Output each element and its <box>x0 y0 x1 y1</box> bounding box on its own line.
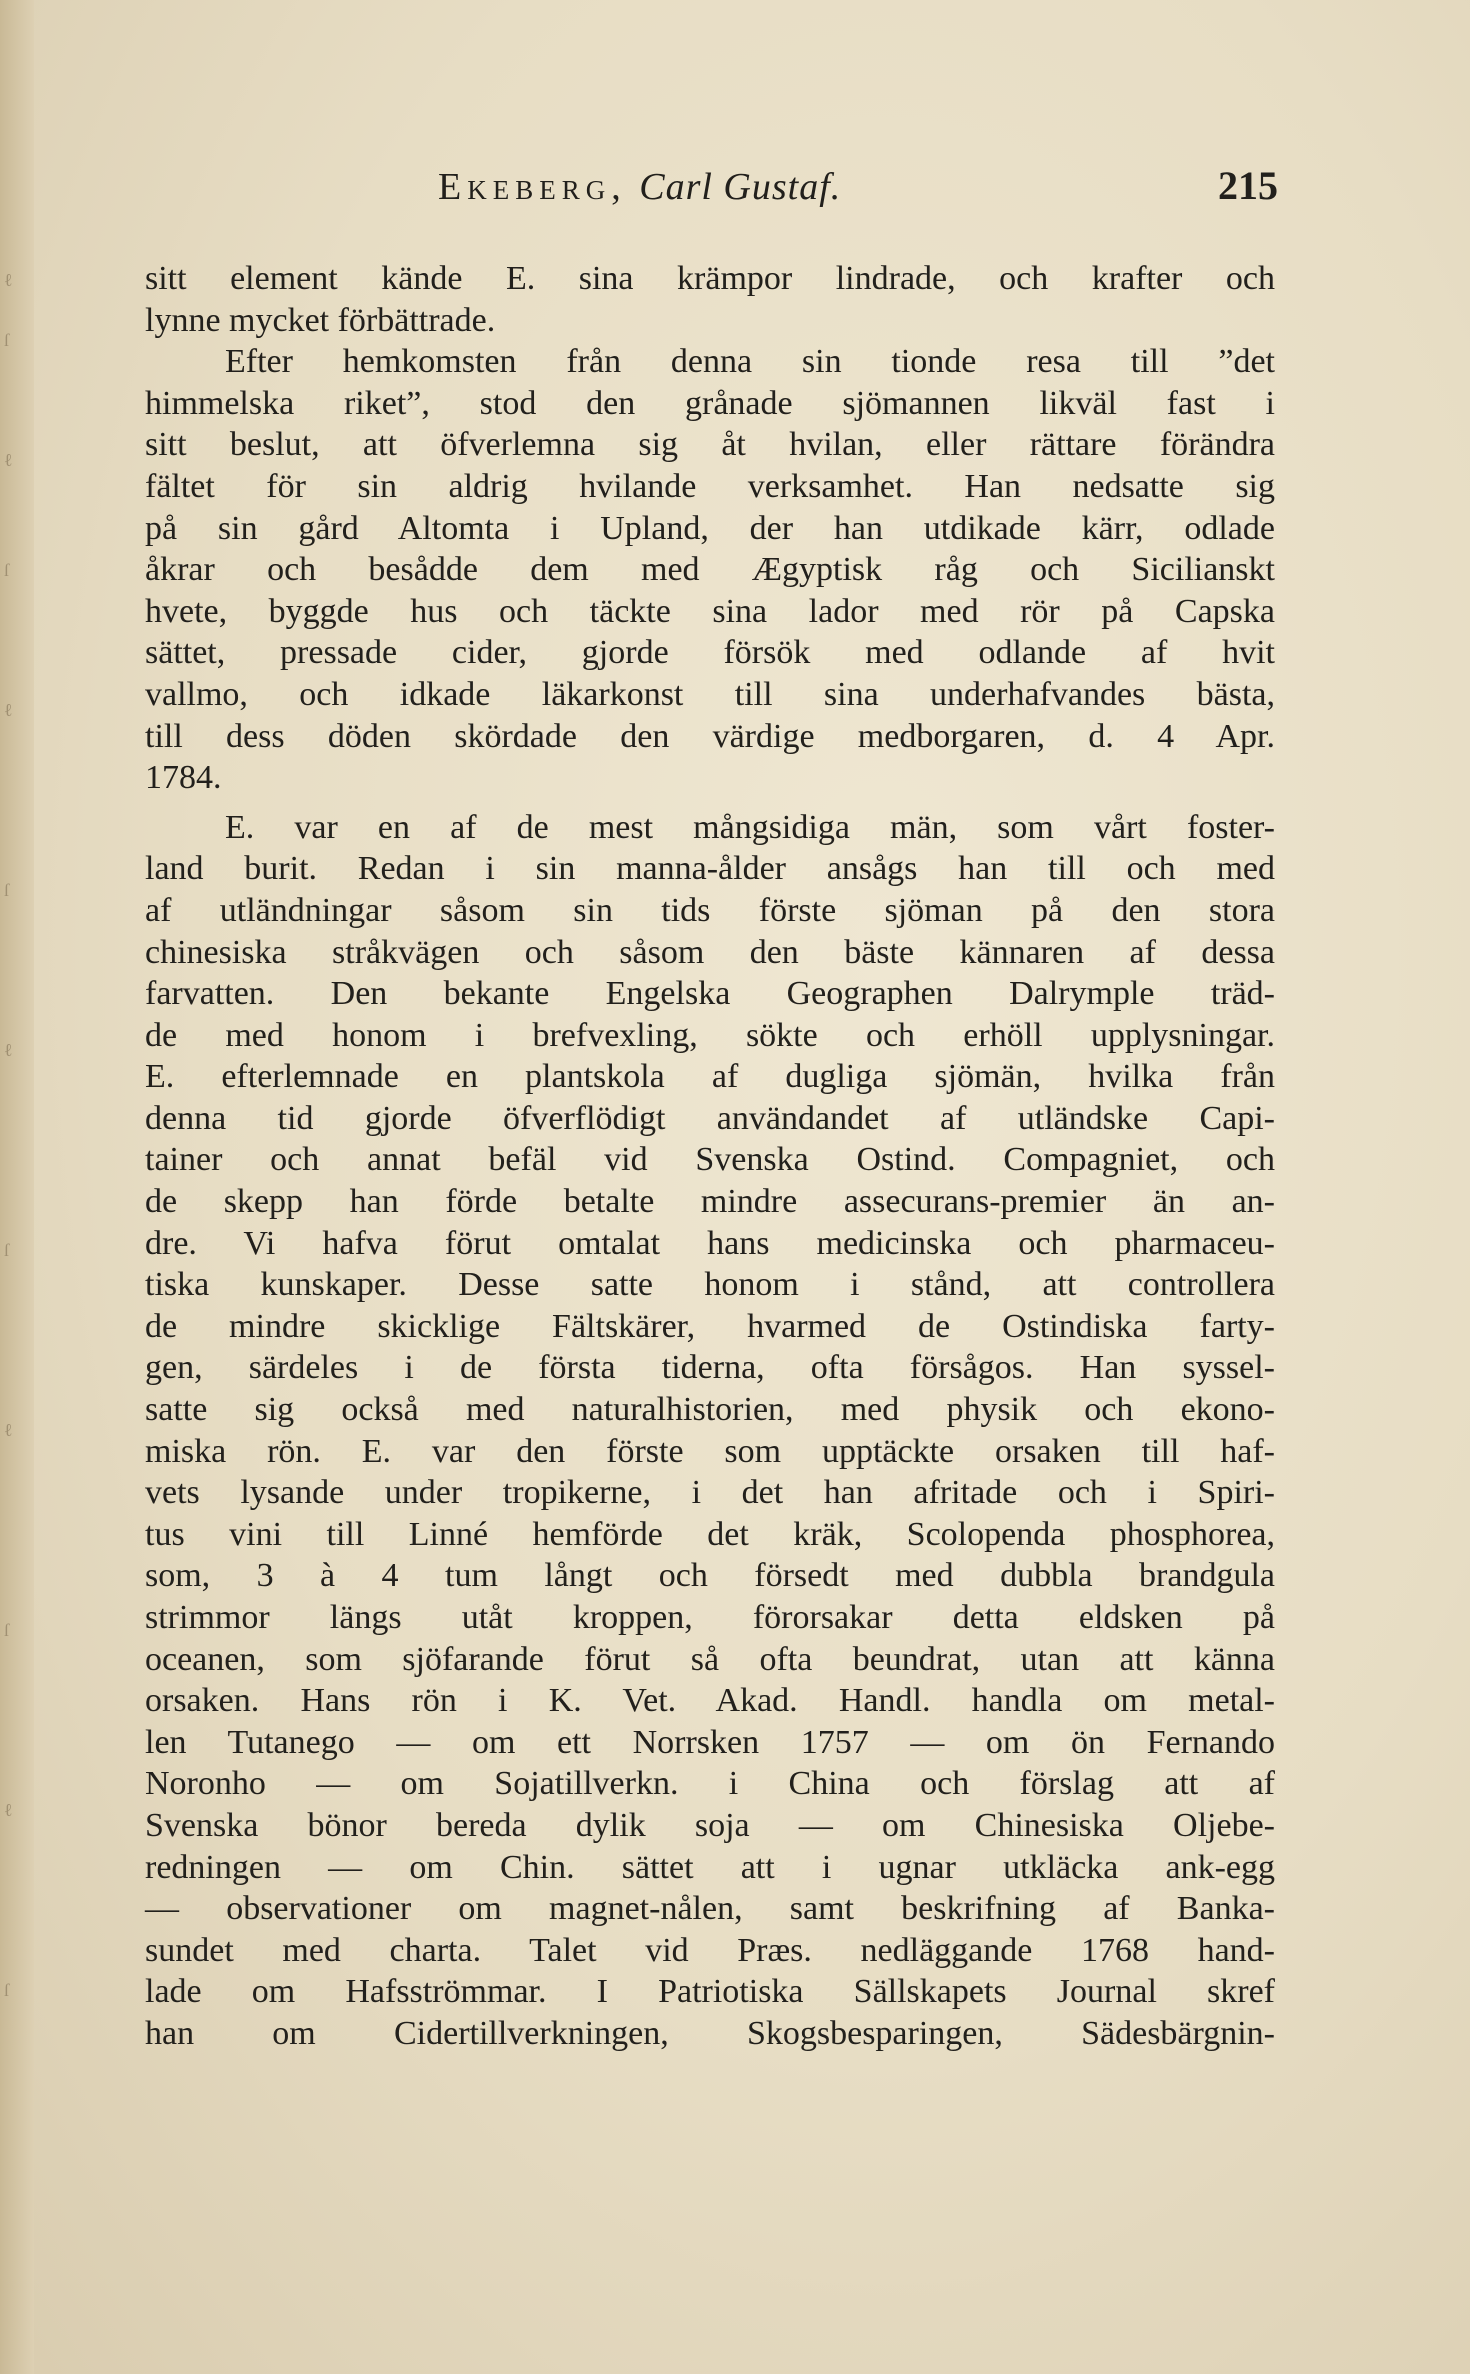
text-line: farvatten. Den bekante Engelska Geographen Dalrymple träd- <box>145 975 1275 1013</box>
text-line: redningen — om Chin. sättet att i ugnar utkläcka ank-egg <box>145 1848 1275 1886</box>
running-head-surname: Ekeberg, <box>438 166 627 208</box>
text-line: dre. Vi hafva förut omtalat hans medicinska och pharmaceu- <box>145 1224 1275 1262</box>
text-line: han om Cidertillverkningen, Skogsbesparingen, Sädesbärgnin- <box>145 2014 1275 2052</box>
text-line: oceanen, som sjöfarande förut så ofta beundrat, utan att känna <box>145 1640 1275 1678</box>
bleed-through-mark: ſ <box>4 880 10 900</box>
text-line: land burit. Redan i sin manna-ålder ansågs han till och med <box>145 850 1275 888</box>
text-line: tainer och annat befäl vid Svenska Ostind. Compagniet, och <box>145 1141 1275 1179</box>
text-line: 1784. <box>145 759 222 797</box>
text-line: tus vini till Linné hemförde det kräk, Scolopenda phosphorea, <box>145 1515 1275 1553</box>
text-line: på sin gård Altomta i Upland, der han utdikade kärr, odlade <box>145 509 1275 547</box>
text-line: lade om Hafsströmmar. I Patriotiska Sällskapets Journal skref <box>145 1973 1275 2011</box>
bleed-through-mark: ℓ <box>4 700 13 720</box>
text-line: E. efterlemnade en plantskola af dugliga sjömän, hvilka från <box>145 1058 1275 1096</box>
text-line: vallmo, och idkade läkarkonst till sina underhafvandes bästa, <box>145 675 1275 713</box>
text-line: de med honom i brefvexling, sökte och erhöll upplysningar. <box>145 1016 1275 1054</box>
text-line: de skepp han förde betalte mindre assecurans-premier än an- <box>145 1183 1275 1221</box>
bleed-through-mark: ſ <box>4 1980 10 2000</box>
bleed-through-mark: ℓ <box>4 1420 13 1440</box>
bleed-through-mark: ſ <box>4 330 10 350</box>
text-line: Noronho — om Sojatillverkn. i China och förslag att af <box>145 1765 1275 1803</box>
text-line: hvete, byggde hus och täckte sina lador med rör på Capska <box>145 592 1275 630</box>
text-line: sättet, pressade cider, gjorde försök med odlande af hvit <box>145 634 1275 672</box>
page-header <box>438 162 1278 222</box>
bleed-through-mark: ℓ <box>4 270 13 290</box>
bleed-through-mark: ſ <box>4 1240 10 1260</box>
bleed-through-mark: ℓ <box>4 1040 13 1060</box>
text-line: strimmor längs utåt kroppen, förorsakar detta eldsken på <box>145 1599 1275 1636</box>
text-line: sundet med charta. Talet vid Præs. nedläggande 1768 hand- <box>145 1931 1275 1969</box>
page-number: 215 <box>1218 163 1278 208</box>
body-text <box>145 258 1275 2055</box>
text-line: orsaken. Hans rön i K. Vet. Akad. Handl. handla om metal- <box>145 1682 1275 1720</box>
text-line: chinesiska stråkvägen och såsom den bäste kännaren af dessa <box>145 933 1275 971</box>
text-line: miska rön. E. var den förste som upptäckte orsaken till haf- <box>145 1432 1275 1470</box>
text-line: åkrar och besådde dem med Ægyptisk råg och Sicilianskt <box>145 551 1275 589</box>
text-line: len Tutanego — om ett Norrsken 1757 — om ön Fernando <box>145 1723 1275 1761</box>
text-line: fältet för sin aldrig hvilande verksamhet. Han nedsatte sig <box>145 467 1275 505</box>
text-line: de mindre skicklige Fältskärer, hvarmed de Ostindiska farty- <box>145 1307 1275 1345</box>
text-line: — observationer om magnet-nålen, samt beskrifning af Banka- <box>145 1890 1275 1928</box>
text-line: till dess döden skördade den värdige medborgaren, d. 4 Apr. <box>145 717 1275 755</box>
bleed-through-mark: ſ <box>4 560 10 580</box>
text-line: gen, särdeles i de första tiderna, ofta försågos. Han syssel- <box>145 1349 1275 1387</box>
text-line: tiska kunskaper. Desse satte honom i stånd, att controllera <box>145 1266 1275 1304</box>
running-head-given-names: Carl Gustaf. <box>639 166 842 208</box>
text-line: af utländningar såsom sin tids förste sjöman på den stora <box>145 891 1275 929</box>
bleed-through-mark: ℓ <box>4 450 13 470</box>
text-line: sitt element kände E. sina krämpor lindrade, och krafter och <box>145 260 1275 297</box>
text-line: som, 3 à 4 tum långt och försedt med dubbla brandgula <box>145 1557 1275 1595</box>
paragraph-first-line: E. var en af de mest mångsidiga män, som vårt foster- <box>225 808 1275 846</box>
binding-edge <box>0 0 34 2374</box>
running-head <box>438 165 841 209</box>
text-line: vets lysande under tropikerne, i det han afritade och i Spiri- <box>145 1474 1275 1512</box>
text-line: sitt beslut, att öfverlemna sig åt hvilan, eller rättare förändra <box>145 426 1275 464</box>
paragraph-first-line: Efter hemkomsten från denna sin tionde resa till ”det <box>225 343 1275 381</box>
text-line: satte sig också med naturalhistorien, med physik och ekono- <box>145 1391 1275 1429</box>
bleed-through-mark: ſ <box>4 1620 10 1640</box>
text-line: himmelska riket”, stod den grånade sjömannen likväl fast i <box>145 384 1275 422</box>
text-line: Svenska bönor bereda dylik soja — om Chinesiska Oljebe- <box>145 1806 1275 1844</box>
bleed-through-mark: ℓ <box>4 1800 13 1820</box>
text-line: lynne mycket förbättrade. <box>145 301 496 339</box>
text-line: denna tid gjorde öfverflödigt användandet af utländske Capi- <box>145 1099 1275 1137</box>
